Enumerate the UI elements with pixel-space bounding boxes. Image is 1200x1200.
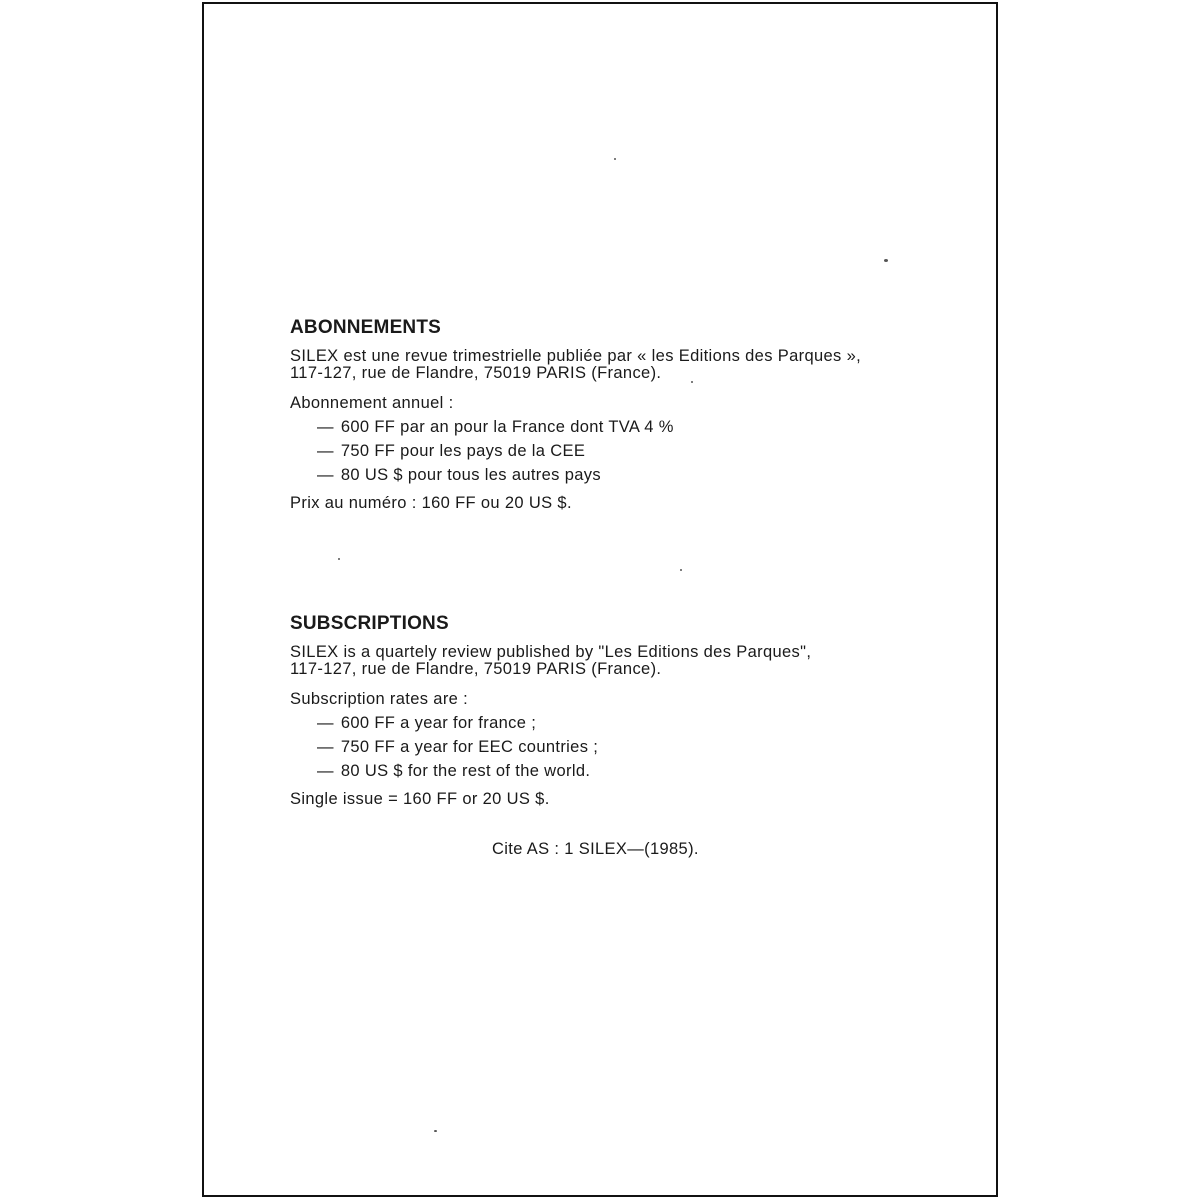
citation-line: Cite AS : 1 SILEX—(1985). [492,840,699,858]
abonnements-rate-item [317,439,930,463]
abonnements-rate-list [290,415,930,487]
scan-speck [680,569,682,571]
subscriptions-rate-text: 80 US $ for the rest of the world. [340,762,591,780]
scan-speck [691,381,693,383]
subscriptions-rate-item [317,759,930,783]
subscriptions-intro [290,644,930,678]
abonnements-rate-text: 750 FF pour les pays de la CEE [340,442,586,460]
dash-mark: — [317,714,334,732]
subscriptions-heading: SUBSCRIPTIONS [290,613,449,634]
subscriptions-rates-label: Subscription rates are : [290,690,469,708]
abonnements-single-issue-price: Prix au numéro : 160 FF ou 20 US $. [290,494,572,512]
abonnements-rate-item [317,463,930,487]
abonnements-intro [290,348,930,382]
abonnements-rate-text: 80 US $ pour tous les autres pays [340,466,601,484]
subscriptions-intro-line-2: 117-127, rue de Flandre, 75019 PARIS (France). [290,660,662,678]
dash-mark: — [317,762,334,780]
abonnements-rate-item [317,415,930,439]
scan-speck [338,558,340,560]
subscriptions-single-issue-price: Single issue = 160 FF or 20 US $. [290,790,550,808]
subscriptions-rate-text: 600 FF a year for france ; [340,714,537,732]
dash-mark: — [317,418,334,436]
subscriptions-rate-item [317,735,930,759]
dash-mark: — [317,442,334,460]
scan-speck [884,259,888,262]
subscriptions-rate-item [317,711,930,735]
abonnements-rate-text: 600 FF par an pour la France dont TVA 4 % [340,418,674,436]
scan-speck [614,158,616,160]
abonnements-intro-line-2: 117-127, rue de Flandre, 75019 PARIS (France). [290,364,662,382]
subscriptions-section [290,612,930,811]
subscriptions-rate-list [290,711,930,783]
subscriptions-intro-line-1: SILEX is a quartely review published by "Les Editions des Parques", [290,643,812,661]
abonnements-intro-line-1: SILEX est une revue trimestrielle publiée par « les Editions des Parques », [290,347,862,365]
document-page [202,2,998,1197]
subscriptions-rate-text: 750 FF a year for EEC countries ; [340,738,599,756]
abonnements-section [290,316,930,515]
abonnements-rates-label: Abonnement annuel : [290,394,454,412]
abonnements-heading: ABONNEMENTS [290,317,442,338]
scan-speck [434,1130,437,1132]
dash-mark: — [317,738,334,756]
dash-mark: — [317,466,334,484]
